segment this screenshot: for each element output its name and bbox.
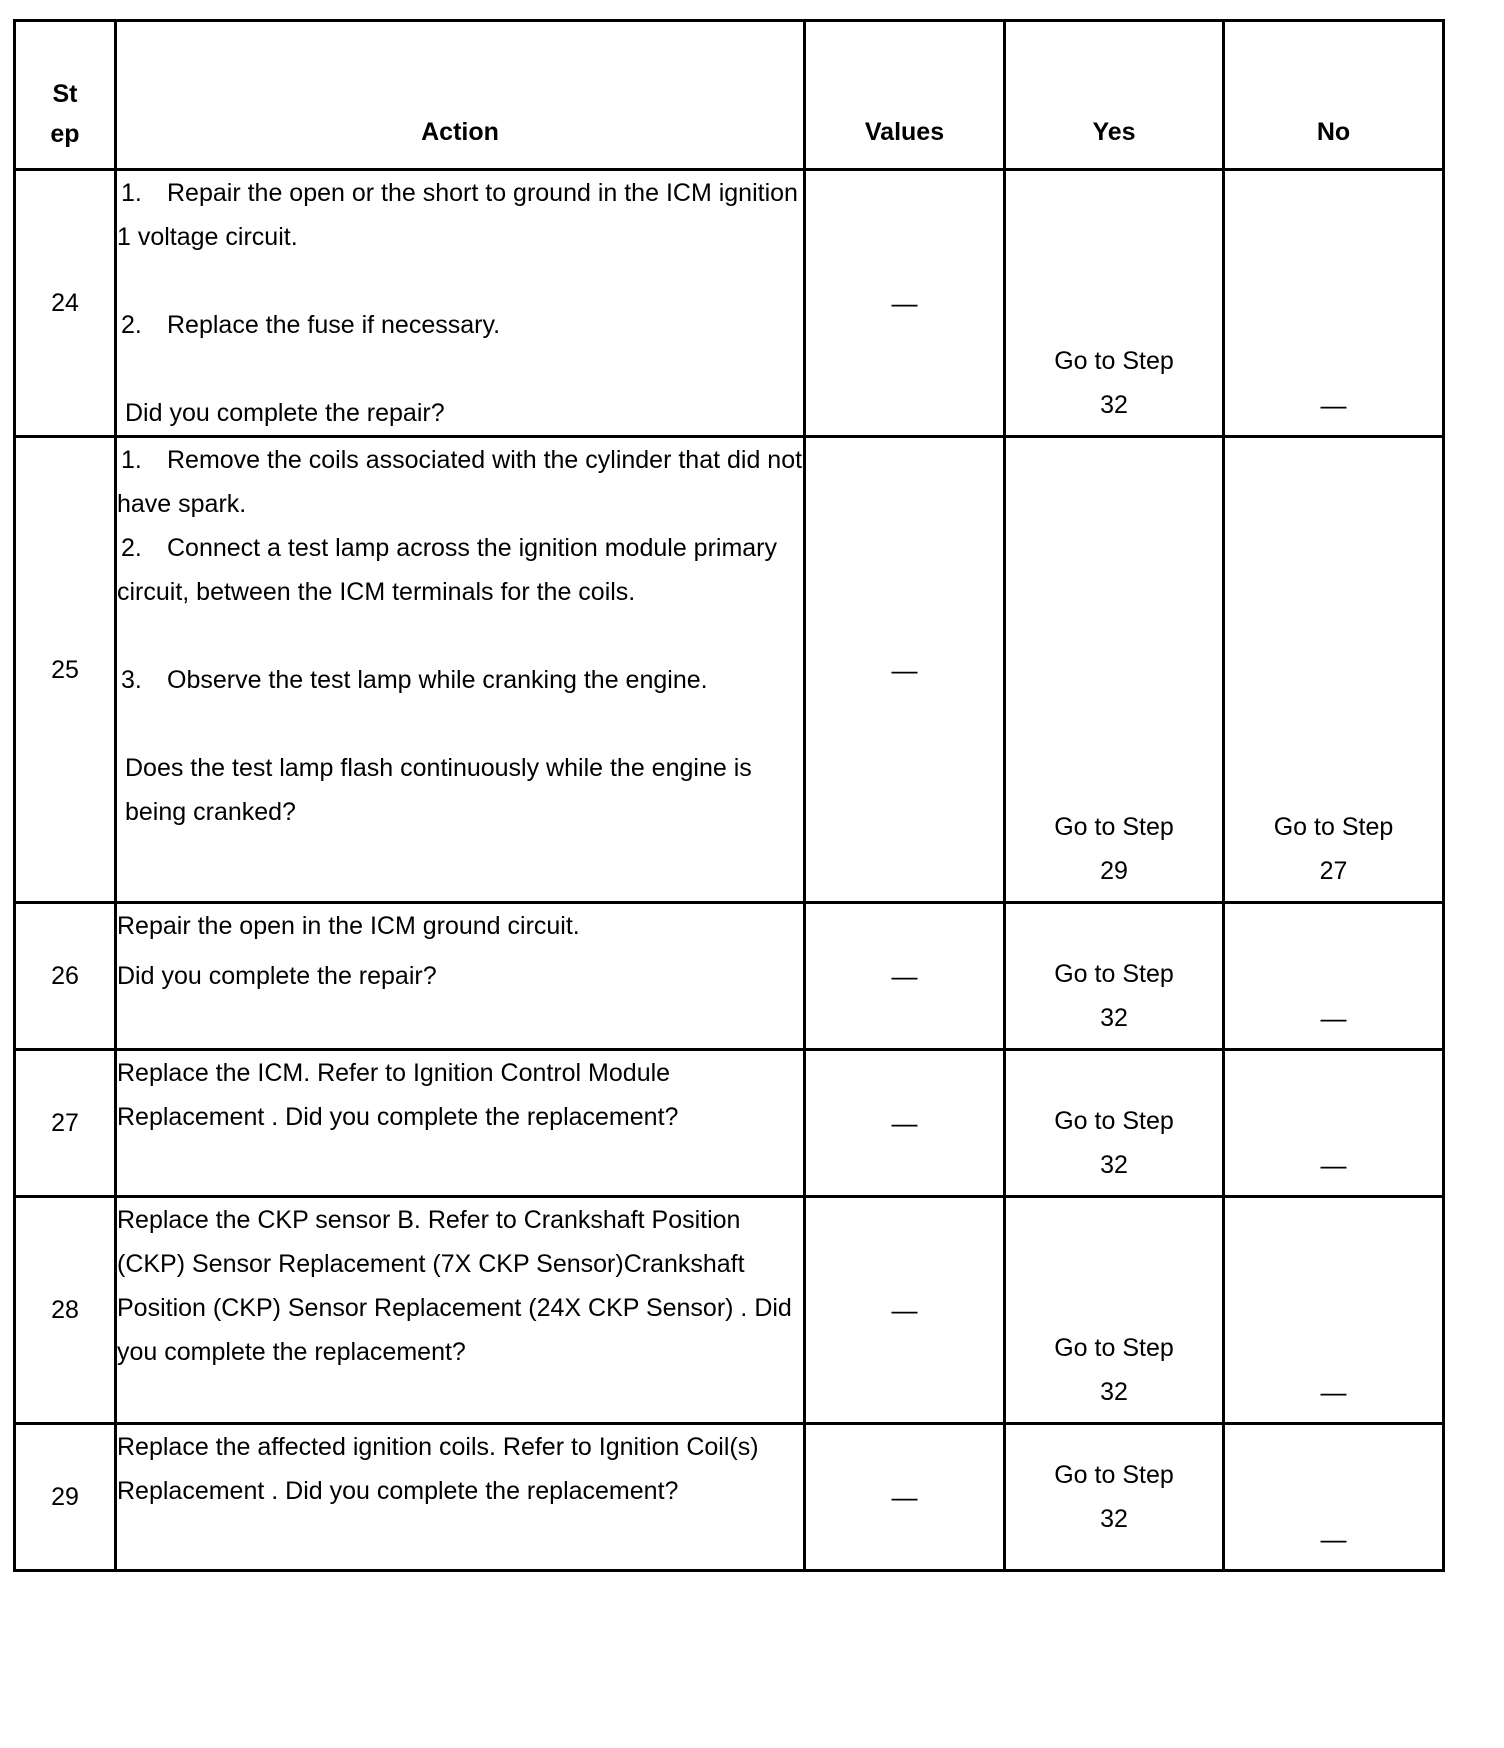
step-number: 25 [51, 655, 79, 684]
step-number: 26 [51, 962, 79, 990]
action-header: Action [116, 21, 805, 170]
action-question: Did you complete the repair? [125, 399, 445, 427]
no-cell [1224, 1050, 1444, 1197]
action-cell [116, 437, 805, 903]
step-header [15, 21, 116, 170]
table-row [15, 903, 1444, 1050]
yes-cell [1005, 170, 1224, 437]
step-cell [15, 1050, 116, 1197]
yes-target: Go to Step 29 [1054, 813, 1174, 885]
action-cell [116, 1050, 805, 1197]
values-cell [805, 1050, 1005, 1197]
action-text: Replace the affected ignition coils. Refer to Ignition Coil(s) Replacement . Did you complete the replacement? [117, 1433, 759, 1505]
step-cell [15, 903, 116, 1050]
table-row [15, 170, 1444, 437]
action-cell [116, 170, 805, 437]
step-number: 27 [51, 1109, 79, 1137]
no-dash: — [1320, 1150, 1347, 1180]
values-cell [805, 1424, 1005, 1571]
no-target: Go to Step 27 [1273, 813, 1394, 885]
no-header: No [1224, 21, 1444, 170]
values-dash: — [891, 961, 918, 991]
action-text: Repair the open in the ICM ground circuit. [117, 912, 580, 940]
action-item: 2. Replace the fuse if necessary. [121, 311, 501, 339]
step-header-line2: ep [50, 120, 80, 148]
values-cell [805, 1197, 1005, 1424]
yes-cell [1005, 1424, 1224, 1571]
values-header: Values [805, 21, 1005, 170]
no-cell [1224, 170, 1444, 437]
no-cell [1224, 903, 1444, 1050]
no-dash: — [1320, 390, 1347, 420]
table-row [15, 1197, 1444, 1424]
values-cell [805, 170, 1005, 437]
action-item: 1. Repair the open or the short to ground in the ICM ignition 1 voltage circuit. [117, 179, 798, 251]
yes-header: Yes [1005, 21, 1224, 170]
yes-cell [1005, 437, 1224, 903]
action-cell [116, 1424, 805, 1571]
no-cell [1224, 1424, 1444, 1571]
action-text: Replace the ICM. Refer to Ignition Control Module Replacement . Did you complete the replacement? [117, 1059, 679, 1131]
table-row [15, 1050, 1444, 1197]
header-row [15, 21, 1444, 170]
action-cell [116, 903, 805, 1050]
values-dash: — [891, 1295, 918, 1325]
values-cell [805, 903, 1005, 1050]
diagnostic-table [13, 19, 1445, 1572]
yes-target: Go to Step 32 [1054, 1107, 1174, 1179]
values-cell [805, 437, 1005, 903]
action-item: 1. Remove the coils associated with the cylinder that did not have spark. [117, 446, 803, 518]
yes-target: Go to Step 32 [1054, 1334, 1174, 1406]
values-dash: — [891, 1108, 918, 1138]
table-row [15, 1424, 1444, 1571]
no-cell [1224, 437, 1444, 903]
action-question: Did you complete the repair? [117, 962, 437, 990]
step-cell [15, 1424, 116, 1571]
yes-target: Go to Step 32 [1054, 1461, 1174, 1533]
action-item: 3. Observe the test lamp while cranking the engine. [121, 666, 708, 694]
step-number: 28 [51, 1296, 79, 1324]
yes-cell [1005, 1050, 1224, 1197]
step-number: 24 [51, 289, 79, 317]
action-cell [116, 1197, 805, 1424]
values-dash: — [891, 1482, 918, 1512]
values-dash: — [891, 654, 918, 685]
action-question: Does the test lamp flash continuously while the engine is being cranked? [125, 754, 752, 826]
no-dash: — [1320, 1377, 1347, 1407]
step-header-line1: St [52, 80, 78, 108]
yes-target: Go to Step 32 [1054, 347, 1174, 419]
yes-cell [1005, 1197, 1224, 1424]
table-row [15, 437, 1444, 903]
no-dash: — [1320, 1524, 1347, 1554]
no-dash: — [1320, 1003, 1347, 1033]
action-text: Replace the CKP sensor B. Refer to Crankshaft Position (CKP) Sensor Replacement (7X CKP Sensor)Crankshaft Position (CKP) Sensor Replacement (24X CKP Sensor) . Did you complete the replacement? [117, 1206, 792, 1366]
step-cell [15, 1197, 116, 1424]
action-item: 2. Connect a test lamp across the ignition module primary circuit, between the ICM terminals for the coils. [117, 534, 778, 606]
step-cell [15, 170, 116, 437]
yes-cell [1005, 903, 1224, 1050]
step-cell [15, 437, 116, 903]
step-number: 29 [51, 1483, 79, 1511]
no-cell [1224, 1197, 1444, 1424]
values-dash: — [891, 288, 918, 318]
yes-target: Go to Step 32 [1054, 960, 1174, 1032]
